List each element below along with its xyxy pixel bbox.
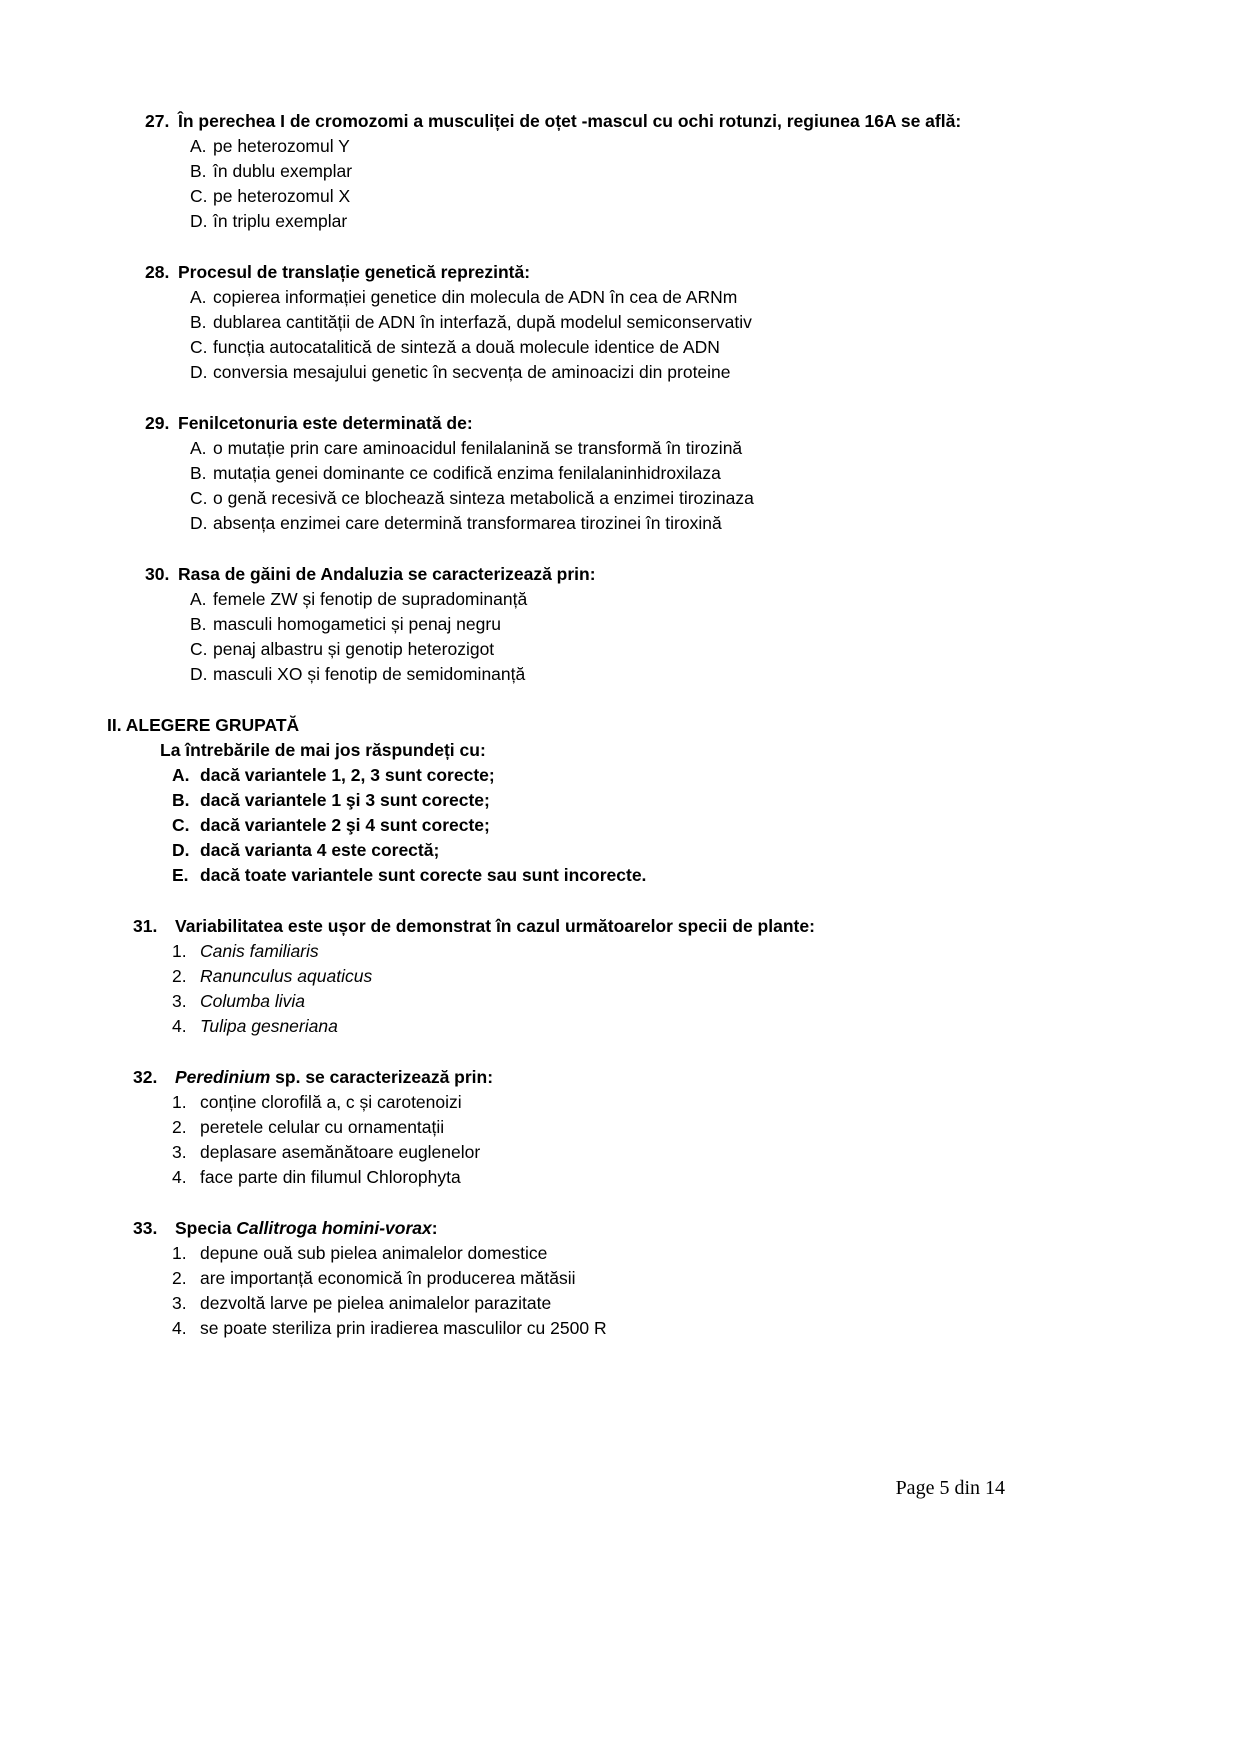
option-label: B.	[190, 463, 207, 483]
option-text: copierea informației genetice din molecula de ADN în cea de ARNm	[213, 287, 738, 307]
section-rule	[0, 838, 1241, 863]
question-option	[0, 1316, 1241, 1341]
option-label: 3.	[172, 1293, 187, 1313]
question-28	[0, 260, 1241, 385]
option-label: B.	[190, 312, 207, 332]
option-label: 2.	[172, 966, 187, 986]
option-label: C.	[190, 186, 208, 206]
option-label: 1.	[172, 1092, 187, 1112]
question-header	[0, 1065, 1241, 1090]
question-option	[0, 637, 1241, 662]
question-option	[0, 1291, 1241, 1316]
option-text: în dublu exemplar	[213, 161, 353, 181]
option-text: o mutație prin care aminoacidul fenilalanină se transformă în tirozină	[213, 438, 743, 458]
question-option	[0, 184, 1241, 209]
question-title-segment: Rasa de găini de Andaluzia se caracterizează prin:	[178, 564, 596, 584]
option-label: 3.	[172, 1142, 187, 1162]
question-option	[0, 662, 1241, 687]
option-label: C.	[190, 488, 208, 508]
question-option	[0, 612, 1241, 637]
option-label: D.	[190, 211, 208, 231]
option-text: pe heterozomul X	[213, 186, 351, 206]
question-option	[0, 1090, 1241, 1115]
question-number: 33.	[133, 1218, 158, 1238]
option-text: funcția autocatalitică de sinteză a două molecule identice de ADN	[213, 337, 720, 357]
question-header	[0, 1216, 1241, 1241]
question-option	[0, 159, 1241, 184]
option-text: depune ouă sub pielea animalelor domestice	[200, 1243, 548, 1263]
question-27	[0, 109, 1241, 234]
question-number: 32.	[133, 1067, 158, 1087]
question-title-segment: Fenilcetonuria este determinată de:	[178, 413, 473, 433]
option-label: B.	[190, 614, 207, 634]
question-title-segment: Procesul de translație genetică reprezintă:	[178, 262, 531, 282]
option-text: Ranunculus aquaticus	[200, 966, 373, 986]
option-label: A.	[190, 287, 207, 307]
option-text: masculi XO și fenotip de semidominanță	[213, 664, 526, 684]
question-header	[0, 411, 1241, 436]
option-label: A.	[190, 438, 207, 458]
question-option	[0, 436, 1241, 461]
question-title-segment: :	[431, 1218, 438, 1238]
question-title	[178, 109, 1241, 134]
question-option	[0, 1165, 1241, 1190]
option-text: dublarea cantității de ADN în interfază, după modelul semiconservativ	[213, 312, 752, 332]
option-label: D.	[190, 664, 208, 684]
question-title	[175, 914, 1241, 939]
option-text: are importanță economică în producerea mătăsii	[200, 1268, 576, 1288]
section-alegere-grupata	[0, 713, 1241, 888]
question-option	[0, 461, 1241, 486]
option-label: D.	[190, 513, 208, 533]
question-30	[0, 562, 1241, 687]
question-option	[0, 1115, 1241, 1140]
question-title-segment: Peredinium	[175, 1067, 271, 1087]
question-32	[0, 1065, 1241, 1190]
option-label: 4.	[172, 1167, 187, 1187]
question-title-segment: Specia	[175, 1218, 237, 1238]
question-header	[0, 914, 1241, 939]
question-title-segment: Callitroga homini-vorax	[236, 1218, 432, 1238]
option-label: 2.	[172, 1117, 187, 1137]
section-intro: La întrebările de mai jos răspundeți cu:	[160, 740, 486, 760]
rule-label: A.	[172, 765, 190, 785]
option-label: 2.	[172, 1268, 187, 1288]
question-title-segment: Variabilitatea este ușor de demonstrat în cazul următoarelor specii de plante:	[175, 916, 815, 936]
question-title-segment: sp. se caracterizează prin:	[270, 1067, 494, 1087]
option-text: mutația genei dominante ce codifică enzima fenilalaninhidroxilaza	[213, 463, 721, 483]
question-option	[0, 511, 1241, 536]
rule-text: dacă variantele 2 şi 4 sunt corecte;	[200, 815, 490, 835]
question-title	[175, 1216, 1241, 1241]
question-number: 31.	[133, 916, 158, 936]
option-label: A.	[190, 589, 207, 609]
option-label: C.	[190, 639, 208, 659]
question-option	[0, 285, 1241, 310]
option-text: Columba livia	[200, 991, 306, 1011]
question-29	[0, 411, 1241, 536]
option-text: face parte din filumul Chlorophyta	[200, 1167, 461, 1187]
question-option	[0, 134, 1241, 159]
option-label: 4.	[172, 1318, 187, 1338]
option-text: peretele celular cu ornamentații	[200, 1117, 445, 1137]
option-label: A.	[190, 136, 207, 156]
option-label: B.	[190, 161, 207, 181]
section-rule	[0, 763, 1241, 788]
option-label: D.	[190, 362, 208, 382]
option-text: în triplu exemplar	[213, 211, 348, 231]
question-title	[175, 1065, 1241, 1090]
option-text: conține clorofilă a, c și carotenoizi	[200, 1092, 462, 1112]
option-label: 3.	[172, 991, 187, 1011]
option-text: masculi homogametici și penaj negru	[213, 614, 501, 634]
option-text: penaj albastru și genotip heterozigot	[213, 639, 495, 659]
question-33	[0, 1216, 1241, 1341]
question-title	[178, 411, 1241, 436]
rule-text: dacă variantele 1 şi 3 sunt corecte;	[200, 790, 490, 810]
question-number: 30.	[145, 564, 170, 584]
question-option	[0, 939, 1241, 964]
rule-label: B.	[172, 790, 190, 810]
option-label: 1.	[172, 941, 187, 961]
question-title	[178, 562, 1241, 587]
option-text: conversia mesajului genetic în secvența de aminoacizi din proteine	[213, 362, 731, 382]
rule-text: dacă variantele 1, 2, 3 sunt corecte;	[200, 765, 495, 785]
question-option	[0, 1241, 1241, 1266]
question-option	[0, 486, 1241, 511]
question-31	[0, 914, 1241, 1039]
rule-label: E.	[172, 865, 189, 885]
option-text: deplasare asemănătoare euglenelor	[200, 1142, 481, 1162]
section-rule	[0, 788, 1241, 813]
question-option	[0, 360, 1241, 385]
question-option	[0, 310, 1241, 335]
option-text: se poate steriliza prin iradierea masculilor cu 2500 R	[200, 1318, 607, 1338]
rule-label: D.	[172, 840, 190, 860]
question-option	[0, 1266, 1241, 1291]
option-text: absența enzimei care determină transformarea tirozinei în tiroxină	[213, 513, 722, 533]
rule-label: C.	[172, 815, 190, 835]
section-rule	[0, 863, 1241, 888]
question-title-segment: În perechea I de cromozomi a musculiței de oțet -mascul cu ochi rotunzi, regiunea 16A se află:	[178, 111, 962, 131]
option-text: dezvoltă larve pe pielea animalelor parazitate	[200, 1293, 552, 1313]
rule-text: dacă varianta 4 este corectă;	[200, 840, 440, 860]
question-title	[178, 260, 1241, 285]
option-text: Tulipa gesneriana	[200, 1016, 338, 1036]
question-option	[0, 989, 1241, 1014]
option-label: 4.	[172, 1016, 187, 1036]
option-text: femele ZW și fenotip de supradominanță	[213, 589, 528, 609]
section-rule	[0, 813, 1241, 838]
question-option	[0, 1014, 1241, 1039]
option-label: C.	[190, 337, 208, 357]
option-text: o genă recesivă ce blochează sinteza metabolică a enzimei tirozinaza	[213, 488, 754, 508]
question-option	[0, 209, 1241, 234]
page-footer: Page 5 din 14	[895, 1477, 1005, 1499]
question-header	[0, 260, 1241, 285]
rule-text: dacă toate variantele sunt corecte sau sunt incorecte.	[200, 865, 647, 885]
question-option	[0, 1140, 1241, 1165]
question-number: 27.	[145, 111, 170, 131]
option-text: pe heterozomul Y	[213, 136, 350, 156]
question-option	[0, 335, 1241, 360]
question-header	[0, 109, 1241, 134]
question-option	[0, 964, 1241, 989]
option-text: Canis familiaris	[200, 941, 319, 961]
question-header	[0, 562, 1241, 587]
question-number: 28.	[145, 262, 170, 282]
question-option	[0, 587, 1241, 612]
option-label: 1.	[172, 1243, 187, 1263]
question-number: 29.	[145, 413, 170, 433]
section-title: II. ALEGERE GRUPATĂ	[107, 715, 300, 735]
